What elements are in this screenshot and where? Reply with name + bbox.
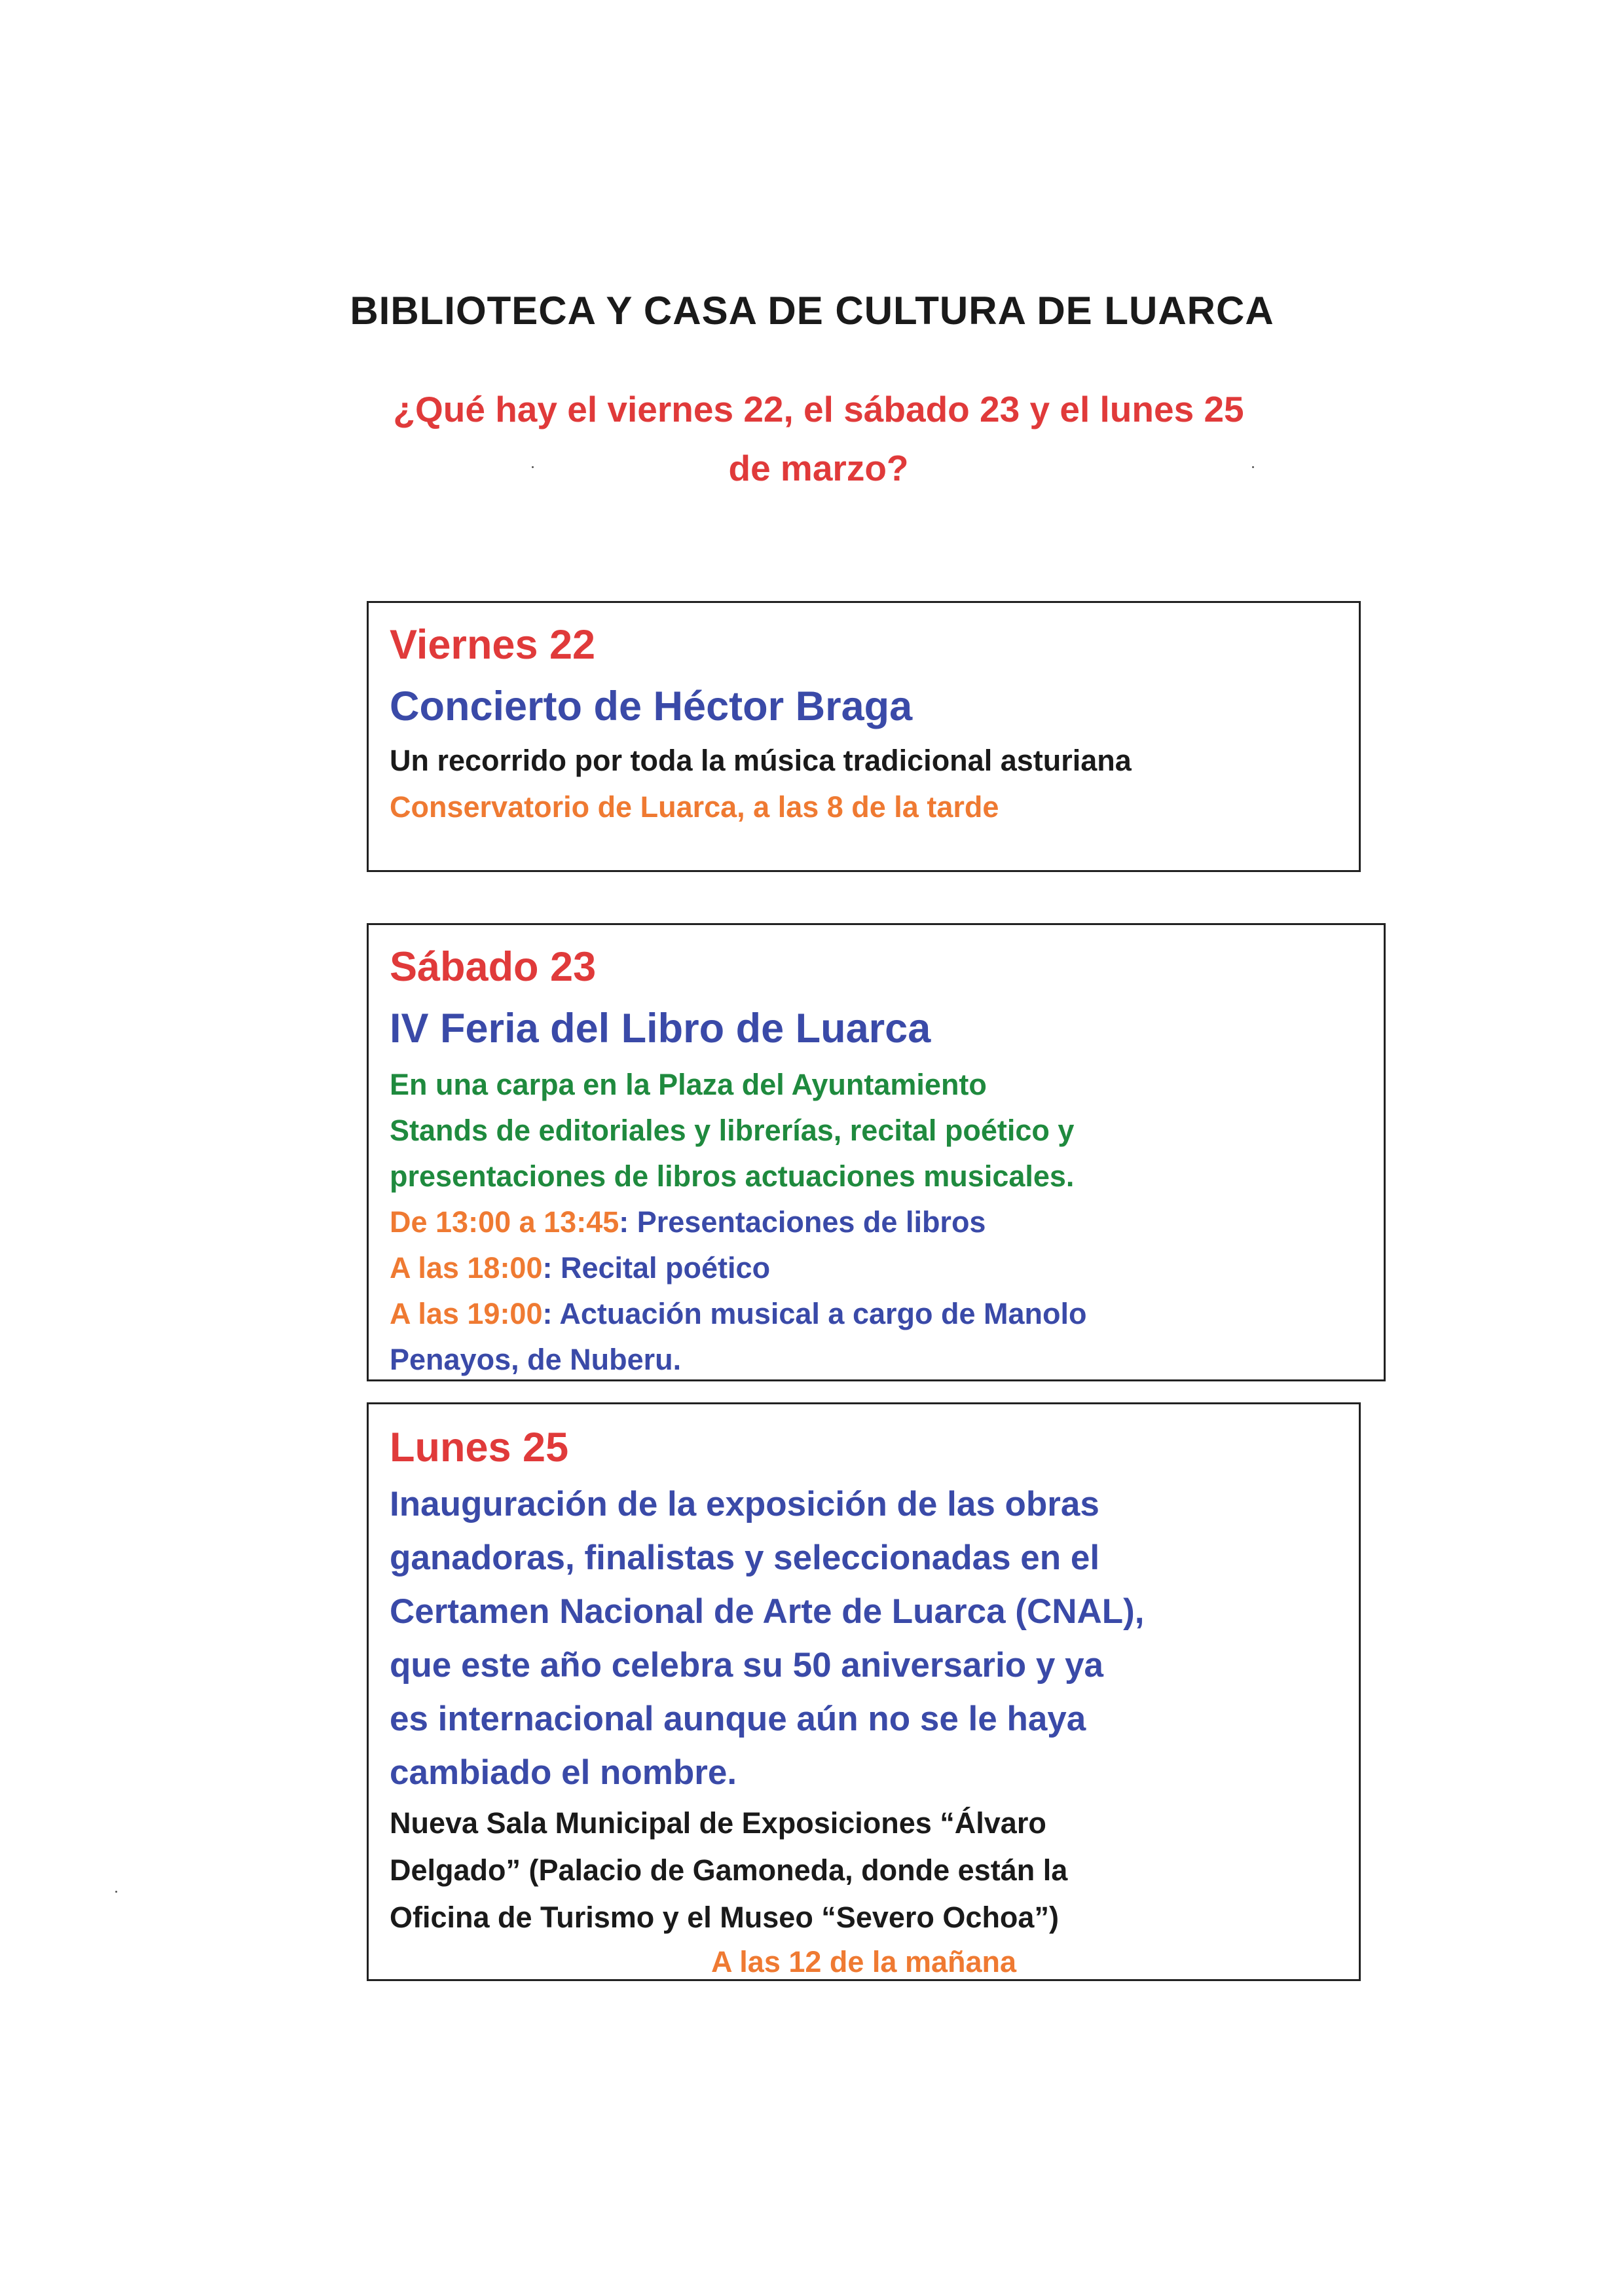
saturday-schedule-item	[390, 1297, 1087, 1331]
monday-event-line: Certamen Nacional de Arte de Luarca (CNAL),	[390, 1592, 1145, 1631]
monday-venue-line: Oficina de Turismo y el Museo “Severo Ochoa”)	[390, 1901, 1059, 1934]
schedule-time: De 13:00 a 13:45	[390, 1205, 619, 1239]
monday-day-heading: Lunes 25	[390, 1425, 569, 1470]
monday-venue-line: Delgado” (Palacio de Gamoneda, donde están la	[390, 1853, 1068, 1887]
scan-speck	[1252, 466, 1254, 468]
saturday-location: En una carpa en la Plaza del Ayuntamiento	[390, 1068, 987, 1101]
schedule-time: A las 18:00	[390, 1251, 543, 1285]
schedule-separator: :	[619, 1205, 629, 1239]
schedule-separator: :	[542, 1297, 553, 1330]
monday-event-line: es internacional aunque aún no se le haya	[390, 1700, 1086, 1738]
saturday-day-heading: Sábado 23	[390, 944, 597, 990]
friday-description: Un recorrido por toda la música tradicional asturiana	[390, 744, 1132, 777]
monday-event-box	[367, 1402, 1361, 1981]
saturday-schedule-item	[390, 1251, 770, 1285]
saturday-event-box	[367, 923, 1386, 1381]
page-title: BIBLIOTECA Y CASA DE CULTURA DE LUARCA	[350, 289, 1274, 333]
subtitle-line-1: ¿Qué hay el viernes 22, el sábado 23 y el lunes 25	[393, 389, 1244, 429]
monday-event-line: cambiado el nombre.	[390, 1753, 737, 1792]
monday-venue-line: Nueva Sala Municipal de Exposiciones “Álvaro	[390, 1806, 1046, 1840]
friday-event-box	[367, 601, 1361, 872]
friday-day-heading: Viernes 22	[390, 622, 596, 668]
monday-event-line: Inauguración de la exposición de las obras	[390, 1485, 1099, 1523]
scan-speck	[532, 466, 534, 468]
page-subtitle	[223, 380, 1414, 498]
saturday-event-title: IV Feria del Libro de Luarca	[390, 1006, 931, 1051]
schedule-activity: Actuación musical a cargo de Manolo	[552, 1297, 1087, 1330]
saturday-schedule-item	[390, 1205, 986, 1239]
saturday-details-line-2: presentaciones de libros actuaciones musicales.	[390, 1159, 1075, 1193]
saturday-details-line-1: Stands de editoriales y librerías, recital poético y	[390, 1114, 1075, 1147]
schedule-separator: :	[542, 1251, 553, 1285]
subtitle-line-2: de marzo?	[728, 448, 909, 488]
monday-time: A las 12 de la mañana	[710, 1945, 1017, 1978]
schedule-activity: Recital poético	[552, 1251, 771, 1285]
scan-speck	[115, 1891, 117, 1893]
friday-venue-time: Conservatorio de Luarca, a las 8 de la tarde	[390, 790, 999, 824]
saturday-schedule-continuation: Penayos, de Nuberu.	[390, 1343, 682, 1376]
friday-event-title: Concierto de Héctor Braga	[390, 683, 913, 729]
schedule-time: A las 19:00	[390, 1297, 543, 1330]
monday-event-line: que este año celebra su 50 aniversario y ya	[390, 1646, 1104, 1685]
monday-event-line: ganadoras, finalistas y seleccionadas en el	[390, 1539, 1100, 1577]
schedule-activity: Presentaciones de libros	[629, 1205, 986, 1239]
